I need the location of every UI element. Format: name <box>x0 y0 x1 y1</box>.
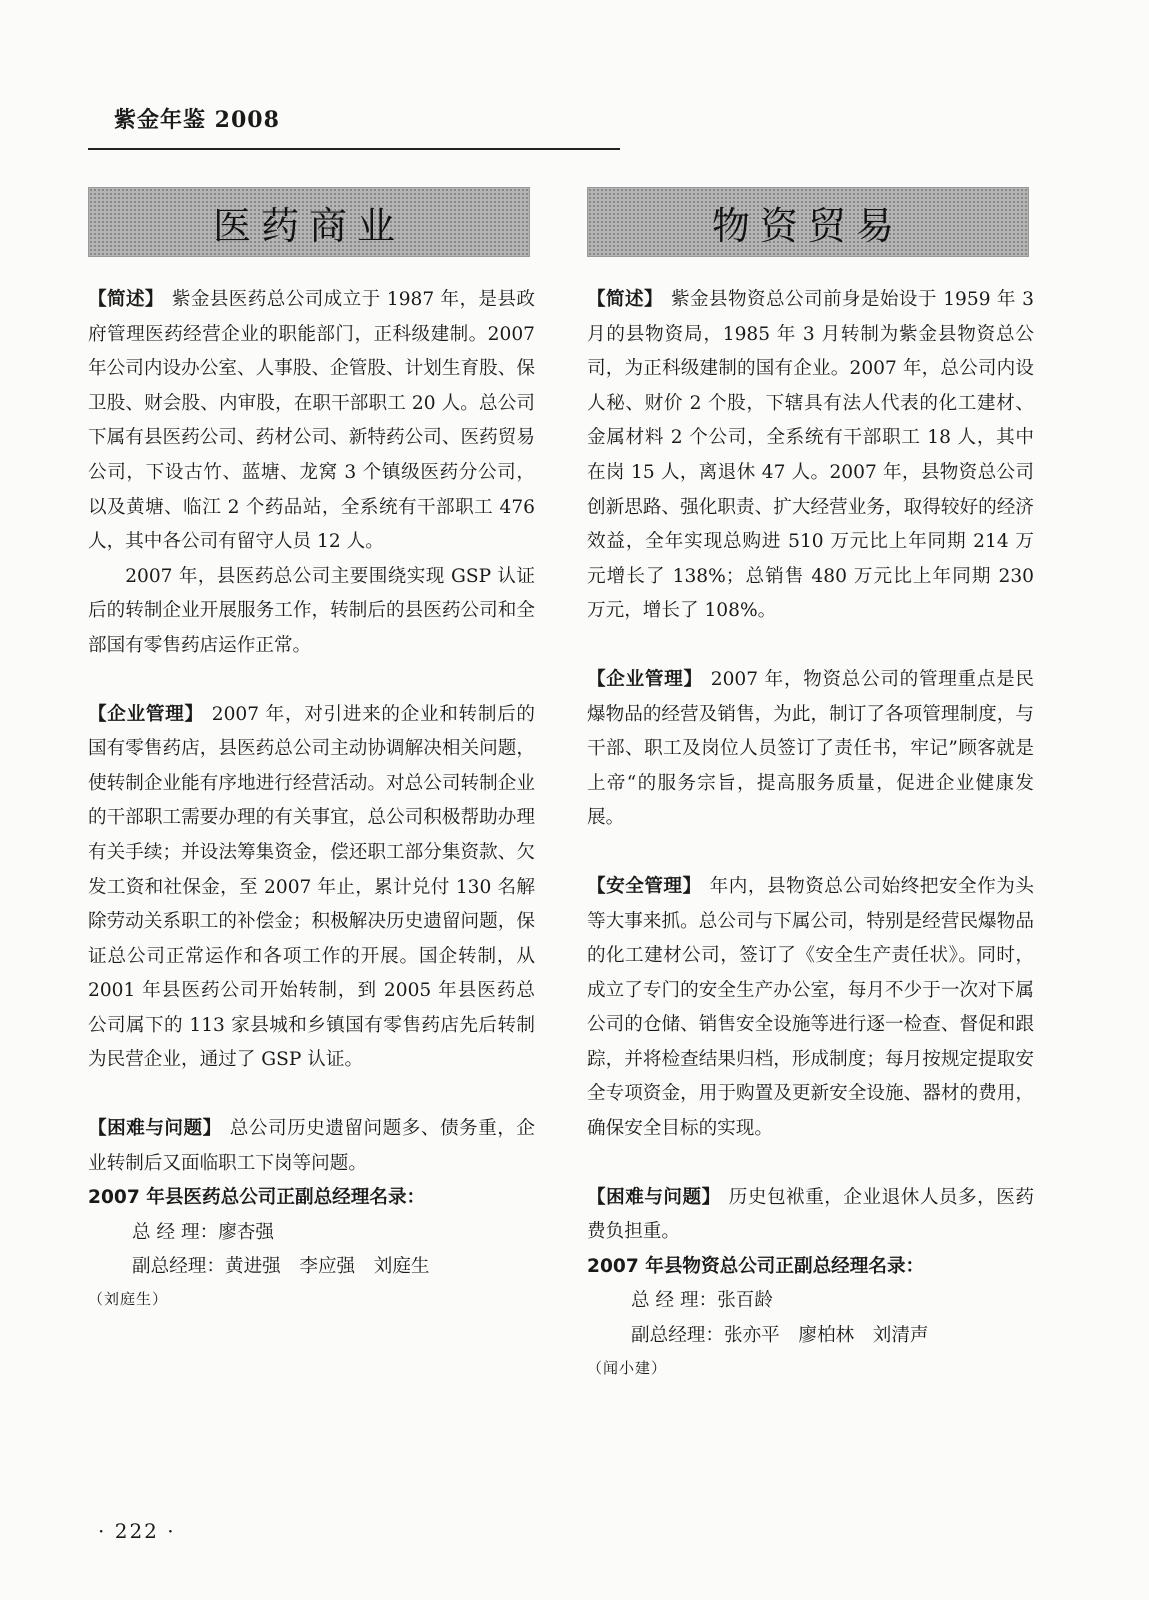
running-head-title: 紫金年鉴 2008 <box>114 107 280 133</box>
section-title-pharma: 医药商业 <box>212 203 405 248</box>
pharma-mgmt-text: 2007 年，对引进来的企业和转制后的国有零售药店，县医药总公司主动协调解决相关问题，使转制企业能有序地进行经营活动。对总公司转制企业的干部职工需要办理的有关事宜，总公司积极帮助办理有关手续；并设法筹集资金，偿还职工部分集资款、欠发工资和社保金，至 2007 年止，累计兑付 130 名解除劳动关系职工的补偿金；积极解决历史遗留问题，保证总公司正常运作和各项工作的开展。国企转制，从 2001 年县医药公司开始转制，到 2005 年县医药总公司属下的 113 家县城和乡镇国有零售药店先后转制为民营企业，通过了 GSP 认证。 <box>88 703 535 1071</box>
materials-intro-tag: 【简述】 <box>587 289 663 310</box>
materials-mgmt-tag: 【企业管理】 <box>587 668 703 690</box>
pharma-mgmt-paragraph <box>88 698 535 1079</box>
pharma-author: （刘庭生） <box>88 1290 169 1309</box>
materials-roster-heading: 2007 年县物资总公司正副总经理名录： <box>587 1255 925 1277</box>
pharma-intro-paragraph-2: 2007 年，县医药总公司主要围绕实现 GSP 认证后的转制企业开展服务工作，转制后的县医药公司和全部国有零售药店运作正常。 <box>88 565 535 656</box>
materials-mgmt-paragraph <box>587 663 1034 836</box>
pharma-intro-paragraph <box>88 283 535 560</box>
pharma-issues-tag: 【困难与问题】 <box>88 1118 222 1140</box>
section-title-materials: 物资贸易 <box>711 203 904 248</box>
pharma-issues-paragraph <box>88 1112 535 1181</box>
materials-issues-paragraph <box>587 1181 1034 1250</box>
page-number: · 222 · <box>98 1519 176 1543</box>
pharma-roster-heading: 2007 年县医药总公司正副总经理名录： <box>88 1187 426 1209</box>
pharma-roster-gm: 总 经 理：廖杏强 <box>132 1221 274 1243</box>
right-column <box>587 283 1034 1382</box>
header-rule <box>88 148 620 150</box>
materials-safety-text: 年内，县物资总公司始终把安全作为头等大事来抓。总公司与下属公司，特别是经营民爆物品的化工建材公司，签订了《安全生产责任状》。同时，成立了专门的安全生产办公室，每月不少于一次对下属公司的仓储、销售安全设施等进行逐一检查、督促和跟踪，并将检查结果归档，形成制度；每月按规定提取安全专项资金，用于购置及更新安全设施、器材的费用，确保安全目标的实现。 <box>587 875 1034 1140</box>
materials-safety-paragraph <box>587 870 1034 1147</box>
pharma-intro-tag: 【简述】 <box>88 289 164 310</box>
materials-author: （闻小建） <box>587 1358 668 1377</box>
materials-issues-text: 历史包袱重，企业退休人员多，医药费负担重。 <box>587 1186 1034 1243</box>
materials-roster-deputies: 副总经理：张亦平 廖柏林 刘清声 <box>631 1325 929 1347</box>
materials-mgmt-text: 2007 年，物资总公司的管理重点是民爆物品的经营及销售，为此，制订了各项管理制度，与干部、职工及岗位人员签订了责任书，牢记”顾客就是上帝“的服务宗旨，提高服务质量，促进企业健康发展。 <box>587 668 1034 829</box>
pharma-roster-deputies: 副总经理：黄进强 李应强 刘庭生 <box>132 1256 430 1278</box>
section-banner-pharma <box>88 187 530 257</box>
materials-roster-gm: 总 经 理：张百龄 <box>631 1290 773 1312</box>
pharma-intro-text: 紫金县医药总公司成立于 1987 年，是县政府管理医药经营企业的职能部门，正科级建制。2007 年公司内设办公室、人事股、企管股、计划生育股、保卫股、财会股、内审股，在职干部职工 20 人。总公司下属有县医药公司、药材公司、新特药公司、医药贸易公司，下设古竹、蓝塘、龙窝 3 个镇级医药分公司，以及黄塘、临江 2 个药品站，全系统有干部职工 476 人，其中各公司有留守人员 12 人。 <box>88 289 535 553</box>
materials-intro-paragraph <box>587 283 1034 629</box>
pharma-mgmt-tag: 【企业管理】 <box>88 703 204 725</box>
materials-issues-tag: 【困难与问题】 <box>587 1186 721 1208</box>
pharma-issues-text: 总公司历史遗留问题多、债务重，企业转制后又面临职工下岗等问题。 <box>88 1118 535 1174</box>
materials-safety-tag: 【安全管理】 <box>587 875 702 897</box>
left-column <box>88 283 535 1313</box>
section-banner-materials <box>587 187 1029 257</box>
materials-intro-text: 紫金县物资总公司前身是始设于 1959 年 3 月的县物资局，1985 年 3 月转制为紫金县物资总公司，为正科级建制的国有企业。2007 年，总公司内设人秘、财价 2 个股，下辖具有法人代表的化工建材、金属材料 2 个公司，全系统有干部职工 18 人，其中在岗 15 人，离退休 47 人。2007 年，县物资总公司创新思路、强化职责、扩大经营业务，取得较好的经济效益，全年实现总购进 510 万元比上年同期 214 万元增长了 138%；总销售 480 万元比上年同期 230 万元，增长了 108%。 <box>587 289 1034 622</box>
